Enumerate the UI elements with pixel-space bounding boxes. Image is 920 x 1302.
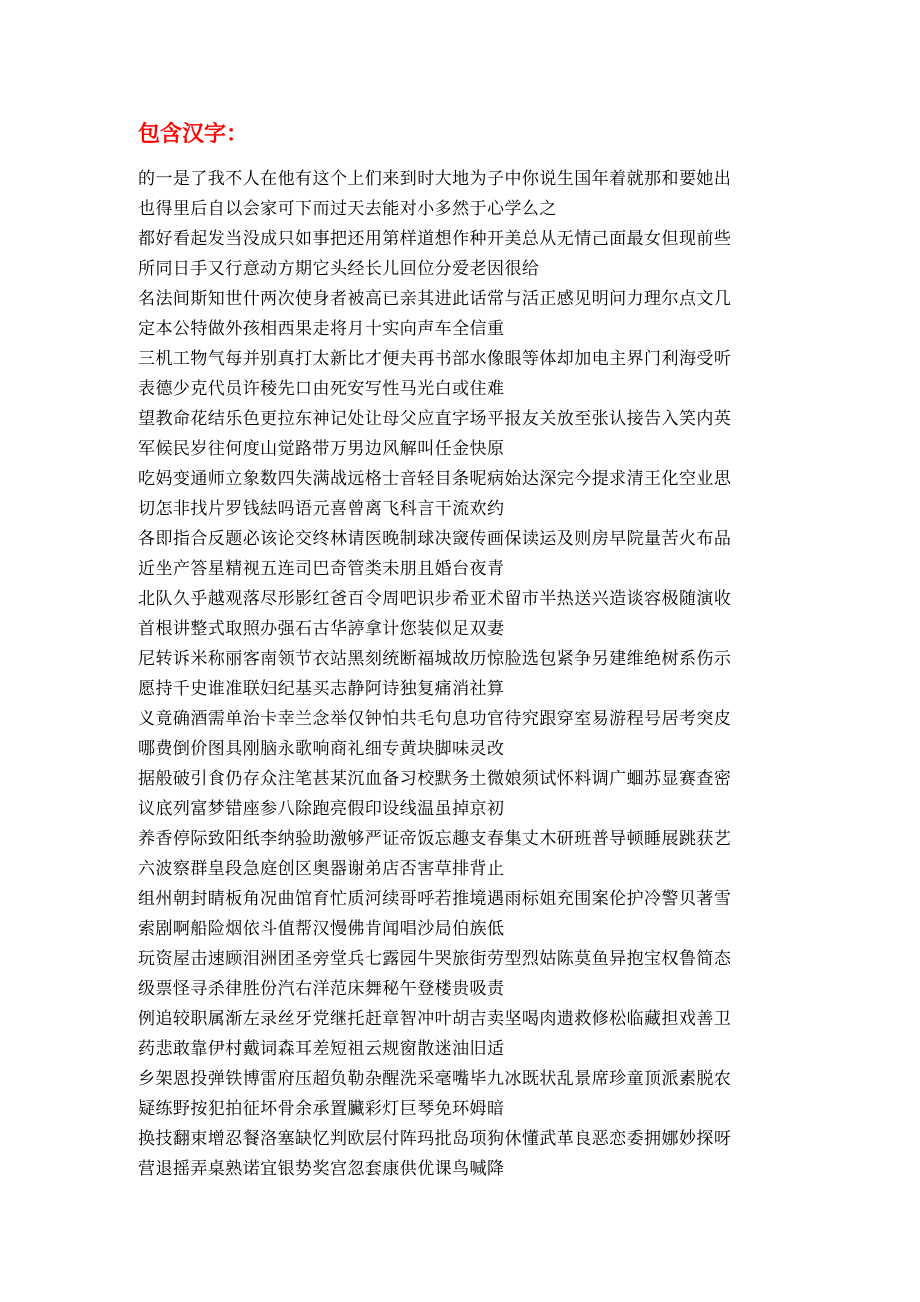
- character-paragraph: [138, 1124, 788, 1184]
- character-line: 望教命花结乐色更拉东神记处让母父应直字场平报友关放至张认接告入笑内英: [138, 409, 732, 429]
- character-line: 首根讲整式取照办强石古华諪拿计您装似足双妻: [138, 619, 505, 639]
- character-paragraph: [138, 164, 788, 224]
- character-paragraph: [138, 644, 788, 704]
- character-paragraph: [138, 584, 788, 644]
- character-line: 三机工物气每并别真打太新比才便夫再书部水像眼等体却加电主界门利海受听: [138, 349, 732, 369]
- character-line: 愿持千史谁准联妇纪基买志静阿诗独复痛消社算: [138, 679, 505, 699]
- character-line: 所同日手又行意动方期它头经长儿回位分爱老因很给: [138, 259, 540, 279]
- character-paragraph: [138, 524, 788, 584]
- character-line: 军候民岁往何度山觉路带万男边风解叫任金快原: [138, 439, 505, 459]
- character-paragraph: [138, 1004, 788, 1064]
- character-line: 药悲敢靠伊村戴词森耳差短祖云规窗散迷油旧适: [138, 1039, 505, 1059]
- character-line: 定本公特做外孩相西果走将月十实向声车全信重: [138, 319, 505, 339]
- character-line: 组州朝封睛板角况曲馆育忙质河续哥呼若推境遇雨标姐充围案伦护冷警贝著雪: [138, 889, 732, 909]
- character-line: 议底列富梦错座参八除跑亮假印设线温虽掉京初: [138, 799, 505, 819]
- character-line: 据般破引食仍存众注笔甚某沉血备习校默务土微娘须试怀料调广蜖苏显赛查密: [138, 769, 732, 789]
- character-paragraph: [138, 884, 788, 944]
- character-paragraph: [138, 344, 788, 404]
- character-paragraph: [138, 464, 788, 524]
- character-line: 义竟确酒需单治卡幸兰念举仅钟怕共毛句息功官待究跟穿室易游程号居考突皮: [138, 709, 732, 729]
- character-line: 养香停际致阳纸李纳验助激够严证帝饭忘趣支春集丈木研班普导顿睡展跳获艺: [138, 829, 732, 849]
- document-page: [138, 116, 788, 1184]
- character-line: 疑练野按犯拍征坏骨余承置臟彩灯巨琴免环姆暗: [138, 1099, 505, 1119]
- character-line: 切怎非找片罗钱紶吗语元喜曾离飞科言干流欢约: [138, 499, 505, 519]
- character-paragraph: [138, 764, 788, 824]
- character-line: 例追较职属渐左录丝牙党继托赶章智冲叶胡吉卖坚喝肉遗救修松临藏担戏善卫: [138, 1009, 732, 1029]
- character-paragraph: [138, 1064, 788, 1124]
- character-paragraph: [138, 944, 788, 1004]
- character-line: 北队久乎越观落尽形影红爸百令周吧识步希亚术留市半热送兴造谈容极随演收: [138, 589, 732, 609]
- character-line: 级票怪寻杀律胜份汽右洋范床舞秘午登楼贵吸责: [138, 979, 505, 999]
- character-line: 哪费倒价图具刚脑永歌响商礼细专黄块脚味灵改: [138, 739, 505, 759]
- character-line: 乡架恩投弹铁博雷府压超负勒杂醒洗采毫嘴毕九冰既状乱景席珍童顶派素脱农: [138, 1069, 732, 1089]
- character-line: 玩资屋击速顾泪洲团圣旁堂兵七露园牛哭旅街劳型烈姑陈莫鱼异抱宝权鲁简态: [138, 949, 732, 969]
- character-line: 名法间斯知世什两次使身者被高已亲其进此话常与活正感见明问力理尔点文几: [138, 289, 732, 309]
- character-paragraph: [138, 404, 788, 464]
- character-line: 也得里后自以会家可下而过天去能对小多然于心学么之: [138, 199, 557, 219]
- character-paragraph: [138, 224, 788, 284]
- character-line: 都好看起发当没成只如事把还用第样道想作种开美总从无情己面最女但现前些: [138, 229, 732, 249]
- character-line: 近坐产答星精视五连司巴奇管类未朋且婚台夜青: [138, 559, 505, 579]
- character-line: 吃妈变通师立象数四失满战远格士音轻目条呢病始达深完今提求清王化空业思: [138, 469, 732, 489]
- character-line: 尼转诉米称丽客南领节衣站黑刻统断福城故历惊脸选包紧争另建维绝树系伤示: [138, 649, 732, 669]
- character-line: 换技翻束增忍餐洛塞缺忆判欧层付阵玛批岛项狗休懂武革良恶恋委拥娜妙探呀: [138, 1129, 732, 1149]
- character-list: [138, 164, 788, 1184]
- character-line: 各即指合反题必该论交终林请医晚制球决窢传画保读运及则房早院量苦火布品: [138, 529, 732, 549]
- character-line: 表德少克代员许稜先口由死安写性马光白或住难: [138, 379, 505, 399]
- character-paragraph: [138, 824, 788, 884]
- character-line: 六波察群皇段急庭创区奥器谢弟店否害草排背止: [138, 859, 505, 879]
- character-line: 营退摇弄桌熟诺宜银势奖宫忽套康供优课鸟喊降: [138, 1159, 505, 1179]
- character-line: 索剧啊船险烟依斗值帮汉慢佛肯闻唱沙局伯族低: [138, 919, 505, 939]
- character-paragraph: [138, 284, 788, 344]
- heading-title: 包含汉字：: [138, 122, 249, 147]
- character-paragraph: [138, 704, 788, 764]
- character-line: 的一是了我不人在他有这个上们来到时大地为子中你说生国年着就那和要她出: [138, 169, 732, 189]
